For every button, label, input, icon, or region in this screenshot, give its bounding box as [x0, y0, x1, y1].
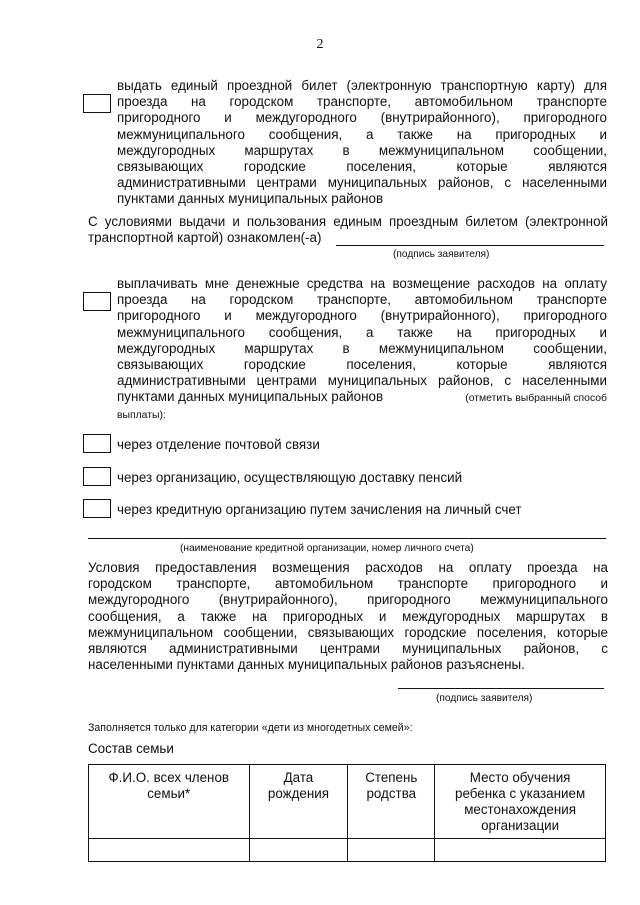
conditions-text [88, 560, 608, 673]
table-cell[interactable] [348, 839, 435, 862]
option1-line: административными центрами муниципальных районов, с населенными [117, 175, 607, 191]
ack-signature-caption: (подпись заявителя) [393, 249, 490, 260]
conditions-last-line: населенными пунктами данных муниципальных районов разъяснены. [88, 657, 525, 673]
conditions-line: междугородного (внутрирайонного), пригородного межмуниципального [88, 592, 608, 608]
conditions-line: городском транспорте, автомобильном транспорте пригородного и [88, 576, 608, 592]
table-cell[interactable] [249, 839, 348, 862]
option2-note: (отметить выбранный способ [465, 393, 607, 405]
table-cell[interactable] [89, 839, 250, 862]
option1-line: междугородных маршрутах в межмуниципальном сообщении, [117, 142, 607, 158]
header-education [435, 765, 606, 839]
payment-post-label: через отделение почтовой связи [117, 437, 320, 452]
conditions-line: сообщения, а также на пригородных и междугородных маршрутах в [88, 608, 608, 624]
conditions-line: являются административными центрами муниципальных районов, с [88, 641, 608, 657]
family-title: Состав семьи [88, 741, 174, 756]
page-number: 2 [316, 37, 324, 52]
header-relation-line: Степень [365, 770, 418, 785]
conditions-signature-caption: (подпись заявителя) [436, 693, 533, 704]
ack-line1: С условиями выдачи и пользования единым проездным билетом (электронной [88, 214, 608, 229]
bank-details-line[interactable] [88, 538, 606, 539]
family-note: Заполняется только для категории «дети из многодетных семей»: [88, 722, 413, 734]
option2-line: пригородного и междугородного (внутрирайонного), пригородного [117, 308, 607, 324]
option1-line: пунктами данных муниципальных районов [117, 191, 384, 207]
option2-line: выплачивать мне денежные средства на возмещение расходов на оплату [117, 276, 607, 291]
header-birthdate-line: Дата [283, 770, 314, 785]
option1-line: связывающих городские поселения, которые являются [117, 159, 607, 175]
option1-line: выдать единый проездной билет (электронную транспортную карту) для [117, 78, 607, 93]
table-row [89, 839, 606, 862]
option2-line: междугородных маршрутах в межмуниципальном сообщении, [117, 340, 607, 356]
option2-line: межмуниципального сообщения, а также на пригородных и [117, 324, 607, 340]
option1-line: межмуниципального сообщения, а также на пригородных и [117, 126, 607, 142]
header-fio-line: семьи* [147, 786, 191, 801]
bank-details-caption: (наименование кредитной организации, номер личного счета) [180, 543, 474, 554]
ack-line2: транспортной картой) ознакомлен(-а) [88, 230, 322, 246]
option1-line: проезда на городском транспорте, автомобильном транспорте [117, 94, 607, 110]
option2-checkbox[interactable] [83, 292, 111, 311]
ack-signature-line[interactable] [336, 245, 604, 246]
payment-bank-label: через кредитную организацию путем зачисления на личный счет [117, 502, 522, 517]
header-education-line: местонахождения [464, 802, 577, 817]
header-fio [89, 765, 250, 839]
option2-last-line [117, 389, 607, 407]
header-education-line: ребенка с указанием [455, 786, 586, 801]
payment-bank-checkbox[interactable] [83, 499, 111, 518]
table-header-row [89, 765, 606, 839]
header-fio-line: Ф.И.О. всех членов [108, 770, 230, 785]
option1-text [117, 78, 607, 208]
option1-checkbox[interactable] [83, 94, 111, 113]
header-birthdate [249, 765, 348, 839]
option2-last-text: пунктами данных муниципальных районов [117, 389, 384, 405]
header-education-line: организации [481, 818, 560, 833]
payment-pension-checkbox[interactable] [83, 467, 111, 486]
table-cell[interactable] [435, 839, 606, 862]
family-table [88, 764, 606, 862]
option2-text [117, 276, 607, 424]
payment-pension-label: через организацию, осуществляющую доставку пенсий [117, 470, 463, 485]
conditions-line: Условия предоставления возмещения расходов на оплату проезда на [88, 560, 608, 575]
option2-line: связывающих городские поселения, которые являются [117, 357, 607, 373]
option2-line: проезда на городском транспорте, автомобильном транспорте [117, 292, 607, 308]
conditions-signature-line[interactable] [398, 688, 604, 689]
payment-post-checkbox[interactable] [83, 434, 111, 453]
option2-line: административными центрами муниципальных районов, с населенными [117, 373, 607, 389]
header-relation [348, 765, 435, 839]
conditions-line: межмуниципальном сообщении, связывающих городские поселения, которые [88, 624, 608, 640]
acknowledgement [88, 214, 608, 246]
header-birthdate-line: рождения [267, 786, 329, 801]
header-education-line: Место обучения [469, 770, 571, 785]
option1-line: пригородного и междугородного (внутрирайонного), пригородного [117, 110, 607, 126]
option2-tail: выплаты): [117, 409, 166, 421]
header-relation-line: родства [366, 786, 417, 801]
